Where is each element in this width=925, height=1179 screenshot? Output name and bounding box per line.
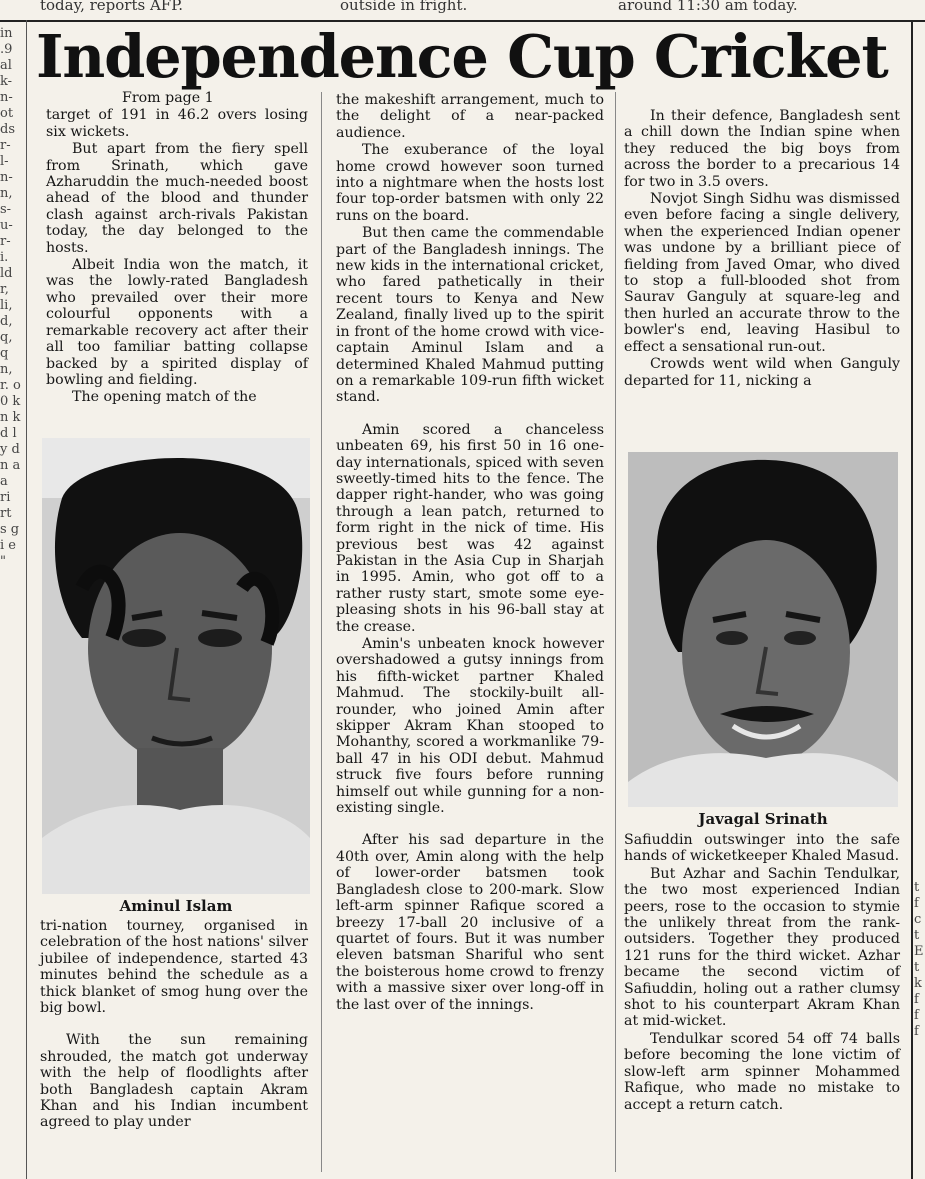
top-strip-left: today, reports AFP. — [40, 0, 184, 14]
caption-right: Javagal Srinath — [698, 810, 828, 828]
portrait-image — [628, 452, 898, 807]
article-column-3-top — [624, 108, 900, 389]
paragraph: With the sun remaining shrouded, the match got underway with the help of floodlights after both Bangladesh captain Akram Khan and his Indian incumbent agreed to play under — [40, 1032, 308, 1131]
paragraph: The opening match of the — [72, 389, 257, 406]
from-page-ref: From page 1 — [122, 90, 214, 106]
paragraph: Albeit India won the match, it was the lowly-rated Bangladesh who prevailed over their more colourful opponents with a remarkable recovery act after their all too familiar batting collapse backed by a spirited display of bowling and fielding. — [46, 257, 308, 388]
paragraph: Crowds went wild when Ganguly departed for 11, nicking a — [624, 356, 900, 389]
paragraph: But apart from the fiery spell from Srinath, which gave Azharuddin the much-needed boost ahead of the blood and thunder clash against arch-rivals Pakistan today, the day belonged to the hosts. — [46, 141, 308, 256]
paragraph: In their defence, Bangladesh sent a chill down the Indian spine when they reduced the big boys from across the border to a precarious 14 for two in 3.5 overs. — [624, 108, 900, 190]
right-column-rule — [911, 20, 913, 1179]
paragraph: Safiuddin outswinger into the safe hands of wicketkeeper Khaled Masud. — [624, 832, 900, 865]
photo-javagal-srinath — [628, 452, 898, 807]
paragraph: tri-nation tourney, organised in celebration of the host nations' silver jubilee of independence, started 43 minutes behind the schedule as a thick blanket of smog hung over the big bowl. — [40, 918, 308, 1017]
left-edge-fragments: in .9 al k- n- ot ds r- l- n- n, s- u- r- i. ld r, li, d, q, q n, r. o 0 k n k d l y d n a a ri rt s g i e " — [0, 26, 21, 569]
paragraph: Novjot Singh Sidhu was dismissed even before facing a single delivery, when the experienced Indian opener was undone by a brilliant piece of fielding from Javed Omar, who dived to stop a full-blooded shot from Saurav Ganguly at square-leg and then hurled an accurate throw to the bowler's end, leaving Hasibul to effect a sensational run-out. — [624, 191, 900, 355]
article-column-1-top — [46, 90, 308, 406]
caption-left: Aminul Islam — [119, 897, 233, 915]
top-strip-middle: outside in fright. — [340, 0, 468, 14]
paragraph: Tendulkar scored 54 off 74 balls before becoming the lone victim of slow-left arm spinner Mohammed Rafique, who made no mistake to accept a return catch. — [624, 1030, 900, 1113]
article-column-2 — [336, 92, 604, 1013]
paragraph: After his sad departure in the 40th over, Amin along with the help of lower-order batsmen took Bangladesh close to 200-mark. Slow left-arm spinner Rafique scored a breezy 17-ball 20 inclusive of a quartet of fours. But it was number eleven batsman Shariful who sent the boisterous home crowd to frenzy with a massive sixer over long-off in the last over of the innings. — [336, 832, 604, 1013]
right-edge-fragments: t f c t E t k f f f — [914, 880, 924, 1039]
article-column-3-bottom — [624, 832, 900, 1113]
column-separator — [615, 92, 616, 1172]
top-strip-right: around 11:30 am today. — [618, 0, 798, 14]
paragraph: But Azhar and Sachin Tendulkar, the two most experienced Indian peers, rose to the occasion to stymie the unlikely threat from the rank-outsiders. Together they produced 121 runs for the third wicket. Azhar became the second victim of Safiuddin, holing out a rather clumsy shot to his counterpart Akram Khan at mid-wicket. — [624, 865, 900, 1030]
paragraph: But then came the commendable part of the Bangladesh innings. The new kids in the international cricket, who fared pathetically in their recent tours to Kenya and New Zealand, finally lived up to the spirit in front of the home crowd with vice-captain Aminul Islam and a determined Khaled Mahmud putting on a remarkable 109-run fifth wicket stand. — [336, 225, 604, 406]
paragraph: the makeshift arrangement, much to the delight of a near-packed audience. — [336, 92, 604, 141]
article-column-1-bottom — [40, 918, 308, 1131]
paragraph: target of 191 in 46.2 overs losing six wickets. — [46, 107, 308, 140]
paragraph: Amin's unbeaten knock however overshadowed a gutsy innings from his fifth-wicket partner Khaled Mahmud. The stockily-built all-rounder, who joined Amin after skipper Akram Khan stooped to Mohanthy, scored a workmanlike 79-ball 47 in his ODI debut. Mahmud struck five fours before running himself out while gunning for a non-existing single. — [336, 636, 604, 817]
headline: Independence Cup Cricket — [36, 22, 888, 91]
top-strip — [0, 0, 925, 22]
column-separator — [321, 92, 322, 1172]
paragraph: Amin scored a chanceless unbeaten 69, his first 50 in 16 one-day internationals, spiced with seven sweetly-timed hits to the fence. The dapper right-hander, who was going through a lean patch, returned to form right in the nick of time. His previous best was 42 against Pakistan in the Asia Cup in Sharjah in 1995. Amin, who got off to a rather rusty start, smote some eye-pleasing shots in his 96-ball stay at the crease. — [336, 421, 604, 635]
left-column-rule — [26, 20, 27, 1179]
photo-aminul-islam — [42, 438, 310, 894]
paragraph: The exuberance of the loyal home crowd however soon turned into a nightmare when the hosts lost four top-order batsmen with only 22 runs on the board. — [336, 142, 604, 224]
portrait-image — [42, 438, 310, 894]
